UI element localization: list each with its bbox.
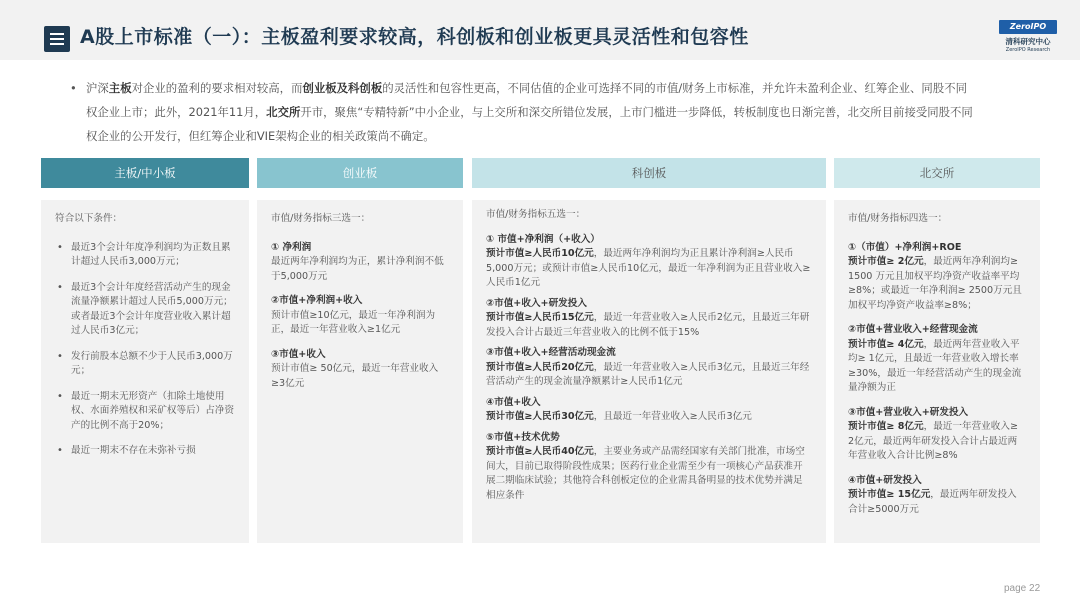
column-lead: 符合以下条件：	[55, 213, 123, 224]
criterion-title: ②市值+营业收入+经营现金流	[848, 324, 978, 335]
criterion-item	[848, 241, 1026, 314]
criterion-body: ，且最近一年营业收入≥人民币3亿元	[593, 411, 752, 422]
intro-text: 开市，聚焦“专精特新”中小企业，与上交所和深交所错位发展，上市门槛进一步降低，转板制度也日渐完善，北交所目前接受同股不同权企业的公开发行，但红筹企业和VIE架构企业的相关政策尚不确定。	[86, 105, 973, 143]
criterion-title: ①（市值）+净利润+ROE	[848, 241, 962, 253]
logo-en: ZeroIPO Research	[1005, 47, 1051, 53]
criterion-body: ，最近一年营业收入≥ 2亿元，最近两年研发投入合计占最近两年营业收入合计比例≥8%	[848, 421, 1019, 461]
criterion-item	[486, 233, 812, 291]
criterion-item	[486, 346, 812, 390]
intro-bold: 主板	[108, 81, 132, 95]
column-bse	[834, 200, 1040, 543]
intro-text: 沪深	[86, 81, 109, 95]
list-item: • 最近3个会计年度经营活动产生的现金流量净额累计超过人民币5,000万元；或者最近3个会计年度营业收入累计超过人民币3亿元；	[55, 281, 235, 339]
criterion-item	[486, 297, 812, 341]
criterion-body: ，最近两年研发投入合计≥5000万元	[848, 489, 1017, 515]
column-lead: 市值/财务指标三选一：	[271, 213, 371, 224]
criterion-item	[848, 474, 1026, 518]
criterion-title: ③市值+收入	[271, 348, 326, 360]
list-item: • 最近一期末无形资产（扣除土地使用权、水面养殖权和采矿权等后）占净资产的比例不高于20%；	[55, 390, 235, 434]
list-item: • 最近一期末不存在未弥补亏损	[55, 444, 235, 459]
criterion-body: ，主要业务或产品需经国家有关部门批准，市场空间大，目前已取得阶段性成果；医药行业企业需至少有一项核心产品获准开展二期临床试验；其他符合科创板定位的企业需具备明显的技术优势并满足相应条件	[486, 446, 805, 501]
criterion-bold: 预计市值≥ 8亿元	[848, 421, 924, 432]
page-value: 22	[1029, 583, 1041, 594]
column-lead: 市值/财务指标四选一：	[848, 213, 948, 224]
column-main-board	[41, 200, 249, 543]
intro-bold: 创业板及科创板	[302, 81, 383, 95]
criterion-bold: 预计市值≥人民币30亿元	[486, 411, 594, 422]
column-header-main-board: 主板/中小板	[41, 158, 249, 188]
logo-mark: ZeroIPO	[999, 20, 1057, 34]
criterion-bold: 预计市值≥人民币40亿元	[486, 446, 594, 457]
criterion-title: ②市值+净利润+收入	[271, 295, 363, 306]
criterion-title: ① 净利润	[271, 241, 312, 253]
bullet: •	[70, 81, 77, 95]
page-title: A股上市标准（一）：主板盈利要求较高，科创板和创业板更具灵活性和包容性	[80, 26, 749, 48]
intro-bold: 北交所	[266, 105, 301, 119]
criterion-bold: 预计市值≥ 4亿元	[848, 338, 924, 350]
criterion-bold: 预计市值≥人民币20亿元	[486, 361, 594, 373]
criterion-body: ，最近一年营业收入≥人民币2亿元，且最近三年研发投入合计占最近三年营业收入的比例不低于15%	[486, 312, 810, 338]
column-header-bse: 北交所	[834, 158, 1040, 188]
column-header-chinext: 创业板	[257, 158, 463, 188]
criterion-bold: 预计市值≥人民币15亿元	[486, 312, 594, 323]
column-header-star-market: 科创板	[472, 158, 826, 188]
list-item: • 发行前股本总额不少于人民币3,000万元；	[55, 350, 235, 379]
criterion-title: ① 市值+净利润（+收入）	[486, 233, 600, 245]
criterion-item	[486, 396, 812, 425]
column-lead: 市值/财务指标五选一：	[486, 209, 586, 220]
column-star-market	[472, 200, 826, 543]
criterion-body: 预计市值≥10亿元，最近一年净利润为正，最近一年营业收入≥1亿元	[271, 309, 436, 335]
page-number	[1004, 583, 1040, 594]
criterion-body: 预计市值≥ 50亿元，最近一年营业收入≥3亿元	[271, 363, 439, 389]
zeroipo-logo	[996, 20, 1060, 60]
column-chinext	[257, 200, 463, 543]
criterion-title: ③市值+营业收入+研发投入	[848, 406, 969, 418]
criterion-item	[486, 431, 812, 504]
criterion-body: ，最近两年净利润均为正且累计净利润≥人民币5,000万元；或预计市值≥人民币10亿元，最近一年净利润为正且营业收入≥人民币1亿元	[486, 248, 811, 288]
criterion-body: ，最近两年净利润均≥ 1500 万元且加权平均净资产收益率平均≥8%；或最近一年净利润≥ 2500万元且加权平均净资产收益率≥8%；	[848, 256, 1022, 311]
criterion-title: ④市值+研发投入	[848, 474, 922, 486]
menu-icon[interactable]	[44, 26, 70, 52]
criterion-body: 最近两年净利润均为正，累计净利润不低于5,000万元	[271, 256, 444, 282]
intro-paragraph	[68, 76, 978, 148]
criterion-item	[271, 241, 449, 285]
criterion-title: ④市值+收入	[486, 396, 541, 408]
criterion-item	[271, 294, 449, 338]
criterion-item	[848, 406, 1026, 464]
criterion-item	[848, 323, 1026, 396]
intro-text: 的灵活性和包容性更高，不同估值的企业可选择不同的市值/财务上市标准，并允许未盈利企业、红筹企业、同股不同权企业上市；此外，2021年11月，	[86, 81, 967, 119]
criterion-title: ②市值+收入+研发投入	[486, 297, 587, 309]
logo-cn: 清科研究中心	[1005, 37, 1051, 46]
criterion-bold: 预计市值≥人民币10亿元	[486, 248, 594, 259]
criterion-title: ③市值+收入+经营活动现金流	[486, 347, 616, 358]
list-item: • 最近3个会计年度净利润均为正数且累计超过人民币3,000万元；	[55, 241, 235, 270]
intro-text: 对企业的盈利的要求相对较高，而	[131, 81, 303, 95]
criterion-bold: 预计市值≥ 15亿元	[848, 489, 931, 500]
criterion-body: ，最近一年营业收入≥人民币3亿元，且最近三年经营活动产生的现金流量净额累计≥人民币1亿元	[486, 361, 810, 387]
criterion-bold: 预计市值≥ 2亿元	[848, 256, 924, 267]
criterion-body: ，最近两年营业收入平均≥ 1亿元，且最近一年营业收入增长率≥30%，最近一年经营活动产生的现金流量净额为正	[848, 338, 1022, 393]
criterion-item	[271, 348, 449, 392]
page-label: page	[1004, 583, 1027, 594]
criterion-title: ⑤市值+技术优势	[486, 431, 560, 443]
